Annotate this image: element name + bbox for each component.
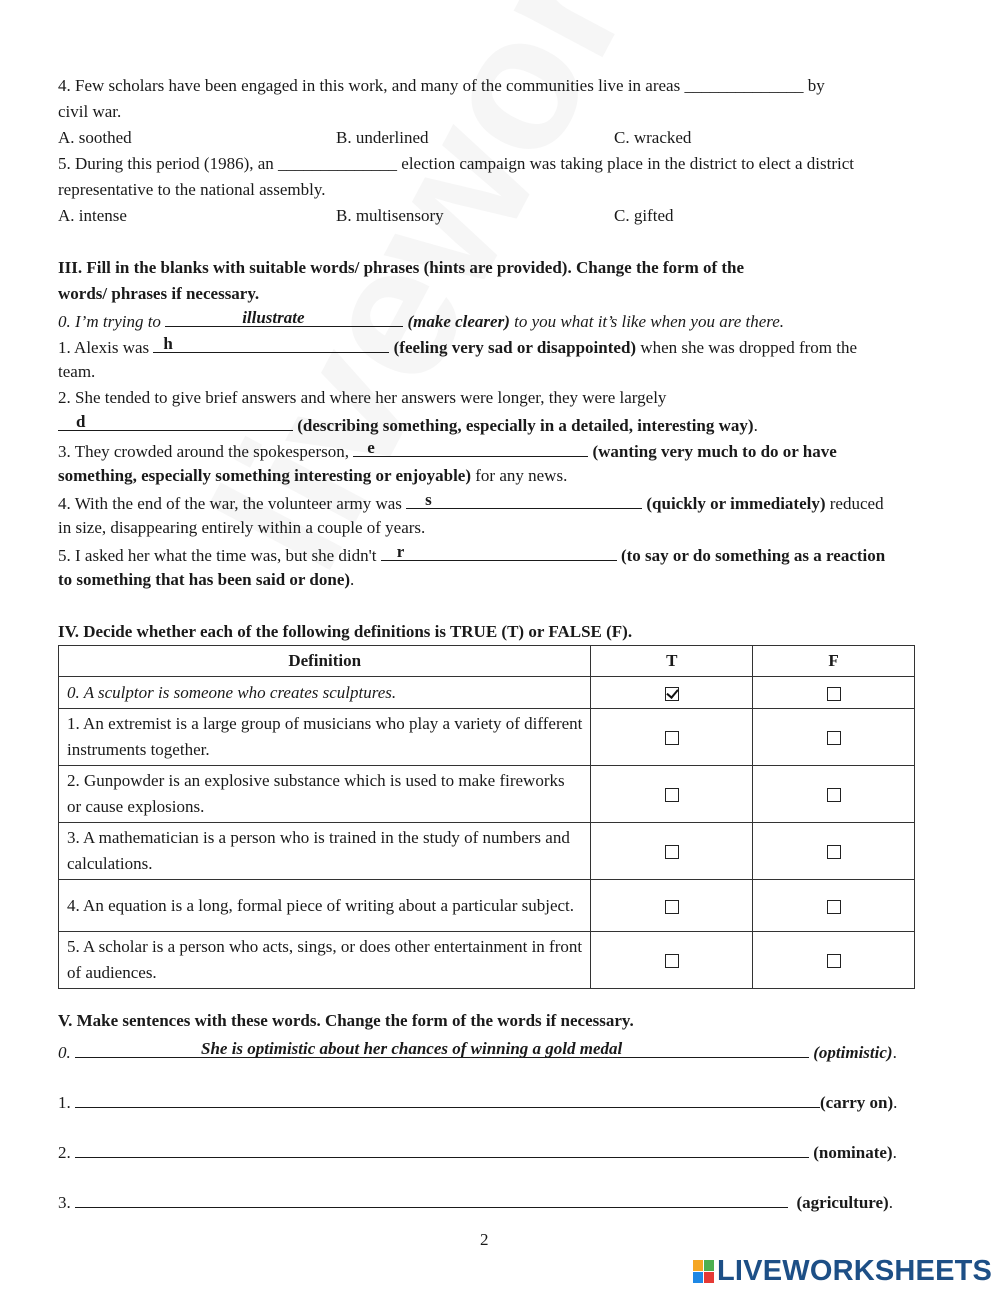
s5-item-1-word: (carry on) — [820, 1093, 894, 1112]
s5-item-1-blank[interactable] — [75, 1090, 820, 1108]
s3-q5-hint2: to something that has been said or done) — [58, 570, 351, 589]
s3-q2-line2 — [58, 413, 758, 437]
section3-heading-cont: words/ phrases if necessary. — [58, 284, 260, 303]
s3-example-blank[interactable] — [165, 309, 403, 327]
checkbox-false-0[interactable] — [827, 687, 841, 701]
false-cell-5 — [753, 932, 915, 989]
section5-heading: V. Make sentences with these words. Change the form of the words if necessary. — [58, 1011, 634, 1030]
s3-q5-hint: (to say or do something as a reaction — [620, 546, 886, 565]
true-cell-1 — [591, 709, 753, 766]
s5-item-2-blank[interactable] — [75, 1140, 809, 1158]
true-cell-4 — [591, 880, 753, 932]
table-row — [59, 823, 915, 880]
definition-4: 4. An equation is a long, formal piece of writing about a particular subject. — [59, 880, 591, 932]
s3-q5-post: . — [350, 570, 355, 589]
q5-option-a[interactable]: A. intense — [58, 206, 127, 225]
s3-q3 — [58, 439, 837, 463]
true-cell-0 — [591, 677, 753, 709]
s3-q4-post: reduced — [825, 494, 884, 513]
checkbox-true-3[interactable] — [665, 845, 679, 859]
s3-q5-cont — [58, 569, 354, 591]
header-false: F — [753, 646, 915, 677]
logo-grid-icon — [693, 1260, 714, 1283]
s3-example-pre: 0. I’m trying to — [58, 312, 166, 331]
definition-3: 3. A mathematician is a person who is trained in the study of numbers and calculations. — [59, 823, 591, 880]
s5-item-3: 3. (agriculture). — [58, 1190, 893, 1214]
s3-q5-letter: r — [396, 542, 405, 561]
s3-q2-letter: d — [76, 412, 86, 431]
section3-heading: III. Fill in the blanks with suitable words/ phrases (hints are provided). Change the form of the — [58, 258, 745, 277]
s3-q4-blank[interactable] — [406, 491, 642, 509]
s3-q4-cont: in size, disappearing entirely within a couple of years. — [58, 518, 426, 537]
q5-text: 5. During this period (1986), an ______________ election campaign was taking place in the district to elect a district — [58, 154, 854, 173]
checkbox-true-0[interactable] — [665, 687, 679, 701]
q4-text: 4. Few scholars have been engaged in this work, and many of the communities live in areas ______________ by — [58, 76, 825, 95]
s3-q3-hint2: something, especially something interesting or enjoyable) — [58, 466, 472, 485]
false-cell-4 — [753, 880, 915, 932]
page-number: 2 — [480, 1230, 489, 1249]
checkbox-true-2[interactable] — [665, 788, 679, 802]
s3-q3-hint: (wanting very much to do or have — [592, 442, 837, 461]
s3-q5-blank[interactable] — [381, 543, 617, 561]
false-cell-2 — [753, 766, 915, 823]
table-row — [59, 709, 915, 766]
table-row — [59, 766, 915, 823]
s3-example-post: to you what it’s like when you are there. — [509, 312, 785, 331]
s3-q1-cont: team. — [58, 362, 96, 381]
s3-q4-hint: (quickly or immediately) — [646, 494, 826, 513]
header-definition: Definition — [59, 646, 591, 677]
q5-option-c[interactable]: C. gifted — [614, 206, 674, 225]
s5-item-2-word: (nominate) — [813, 1143, 893, 1162]
definition-2: 2. Gunpowder is an explosive substance which is used to make fireworks or cause explosions. — [59, 766, 591, 823]
true-cell-2 — [591, 766, 753, 823]
q4-option-c[interactable]: C. wracked — [614, 128, 692, 147]
q5-option-b[interactable]: B. multisensory — [336, 206, 444, 225]
s5-example-blank[interactable] — [75, 1040, 809, 1058]
s3-q3-blank[interactable] — [353, 439, 588, 457]
s3-q4-letter: s — [425, 490, 432, 509]
brand-name: LIVEWORKSHEETS — [717, 1255, 993, 1287]
s3-q2: 2. She tended to give brief answers and where her answers were longer, they were largely — [58, 388, 667, 407]
s5-item-1: 1. (carry on). — [58, 1090, 897, 1114]
checkbox-true-4[interactable] — [665, 900, 679, 914]
q4-text-cont: civil war. — [58, 102, 122, 121]
definition-0: 0. A sculptor is someone who creates sculptures. — [59, 677, 591, 709]
s5-item-3-word: (agriculture) — [796, 1193, 889, 1212]
header-true: T — [591, 646, 753, 677]
s3-q3-post: for any news. — [471, 466, 568, 485]
definition-1: 1. An extremist is a large group of musicians who play a variety of different instruments together. — [59, 709, 591, 766]
checkbox-false-4[interactable] — [827, 900, 841, 914]
definition-5: 5. A scholar is a person who acts, sings, or does other entertainment in front of audiences. — [59, 932, 591, 989]
s3-q1 — [58, 335, 857, 359]
s5-example-answer: She is optimistic about her chances of winning a gold medal — [201, 1039, 623, 1058]
table-header-row — [59, 646, 915, 677]
s3-q3-letter: e — [367, 438, 375, 457]
s5-item-3-num: 3. — [58, 1193, 71, 1212]
liveworksheets-logo — [693, 1255, 992, 1288]
s3-example — [58, 309, 784, 333]
table-row — [59, 677, 915, 709]
s5-example-word: (optimistic) — [813, 1043, 893, 1062]
s5-item-3-blank[interactable] — [75, 1190, 788, 1208]
s5-item-2-num: 2. — [58, 1143, 71, 1162]
q4-option-a[interactable]: A. soothed — [58, 128, 132, 147]
s3-q2-blank[interactable] — [58, 413, 293, 431]
s3-q2-post: . — [753, 416, 758, 435]
s3-example-hint: (make clearer) — [407, 312, 510, 331]
s3-q4 — [58, 491, 884, 515]
definitions-table — [58, 645, 915, 989]
table-row — [59, 932, 915, 989]
s3-q5 — [58, 543, 885, 567]
s3-q1-letter: h — [163, 334, 173, 353]
checkbox-false-3[interactable] — [827, 845, 841, 859]
s3-q1-hint: (feeling very sad or disappointed) — [393, 338, 637, 357]
true-cell-3 — [591, 823, 753, 880]
checkbox-false-5[interactable] — [827, 954, 841, 968]
s3-q4-pre: 4. With the end of the war, the volunteer army was — [58, 494, 407, 513]
s3-q1-pre: 1. Alexis was — [58, 338, 154, 357]
s5-item-1-num: 1. — [58, 1093, 71, 1112]
true-cell-5 — [591, 932, 753, 989]
s5-item-2: 2. (nominate). — [58, 1140, 897, 1164]
s3-q3-cont — [58, 465, 567, 487]
q4-option-b[interactable]: B. underlined — [336, 128, 429, 147]
checkbox-false-2[interactable] — [827, 788, 841, 802]
false-cell-3 — [753, 823, 915, 880]
section4-heading: IV. Decide whether each of the following definitions is TRUE (T) or FALSE (F). — [58, 622, 633, 641]
s3-q1-post: when she was dropped from the — [636, 338, 858, 357]
checkbox-true-1[interactable] — [665, 731, 679, 745]
false-cell-1 — [753, 709, 915, 766]
s5-example: 0. She is optimistic about her chances of winning a gold medal (optimistic). — [58, 1039, 897, 1062]
s5-example-num: 0. — [58, 1043, 71, 1062]
false-cell-0 — [753, 677, 915, 709]
s3-q3-pre: 3. They crowded around the spokesperson, — [58, 442, 354, 461]
s3-q5-pre: 5. I asked her what the time was, but she didn't — [58, 546, 381, 565]
s3-example-answer: illustrate — [242, 308, 305, 327]
s3-q1-blank[interactable] — [153, 335, 389, 353]
table-row — [59, 880, 915, 932]
q5-text-cont: representative to the national assembly. — [58, 180, 326, 199]
checkbox-true-5[interactable] — [665, 954, 679, 968]
checkbox-false-1[interactable] — [827, 731, 841, 745]
s3-q2-hint: (describing something, especially in a detailed, interesting way) — [297, 416, 754, 435]
